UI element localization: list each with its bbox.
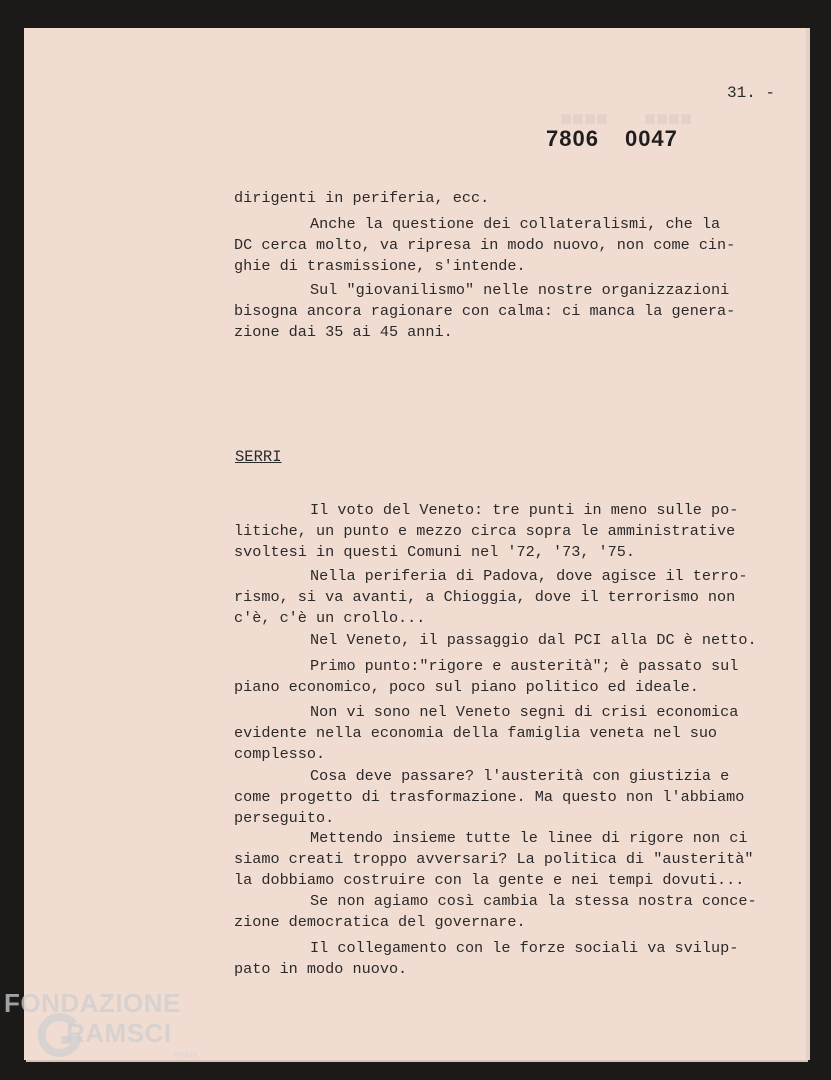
text-line: Cosa deve passare? l'austerità con giustizia e [310,767,730,785]
paragraph [234,766,794,829]
paragraph-text [234,280,794,343]
logo-line1: FONDAZIONE [4,988,181,1018]
text-line: complesso. [234,745,326,763]
text-line: c'è, c'è un crollo... [234,609,426,627]
text-line: svoltesi in questi Comuni nel '72, '73, '75. [234,543,636,561]
text-line: zione democratica del governare. [234,913,526,931]
text-line: rismo, si va avanti, a Chioggia, dove il terrorismo non [234,588,736,606]
page-number: 31. - [727,84,776,102]
text-line: pato in modo nuovo. [234,960,408,978]
text-line: come progetto di trasformazione. Ma questo non l'abbiamo [234,788,745,806]
text-line: zione dai 35 ai 45 anni. [234,323,453,341]
text-line: la dobbiamo costruire con la gente e nei tempi dovuti... [234,871,745,889]
logo-line3: onlus [174,1050,198,1061]
text-line: Non vi sono nel Veneto segni di crisi economica [310,703,739,721]
paragraph-text [234,766,794,829]
text-line: Mettendo insieme tutte le linee di rigore non ci [310,829,748,847]
paragraph-text: dirigenti in periferia, ecc. [234,189,490,207]
logo-line2: RAMSCI [66,1018,172,1048]
text-line: ghie di trasmissione, s'intende. [234,257,526,275]
paragraph-text [234,828,794,891]
document-number-part2: 0047 [624,126,678,151]
paragraph-text [234,214,794,277]
text-line: perseguito. [234,809,335,827]
paragraph [234,566,794,629]
page-edge [806,28,810,1060]
paragraph-text [234,891,794,933]
paragraph-text [234,702,794,765]
text-line: DC cerca molto, va ripresa in modo nuovo, non come cin- [234,236,736,254]
paragraph [234,702,794,765]
paragraph [234,188,794,209]
paragraph-text [234,656,794,698]
text-line: Sul "giovanilismo" nelle nostre organizzazioni [310,281,730,299]
paragraph [234,630,794,651]
paragraph [234,656,794,698]
paragraph [234,280,794,343]
text-line: Nella periferia di Padova, dove agisce il terro- [310,567,748,585]
text-line: Il collegamento con le forze sociali va svilup- [310,939,739,957]
paragraph-text [234,566,794,629]
document-number-part1: 7806 [546,126,599,151]
text-line: Nel Veneto, il passaggio dal PCI alla DC è netto. [310,631,757,649]
paragraph [234,828,794,891]
text-line: litiche, un punto e mezzo circa sopra le amministrative [234,522,736,540]
document-number [546,126,678,152]
text-line: Primo punto:"rigore e austerità"; è passato sul [310,657,739,675]
paragraph [234,214,794,277]
text-line: Anche la questione dei collateralismi, che la [310,215,721,233]
paragraph-text [234,630,794,651]
text-line: siamo creati troppo avversari? La politica di "austerità" [234,850,754,868]
paragraph [234,938,794,980]
section-heading: SERRI [235,448,282,466]
paragraph [234,891,794,933]
paragraph [234,500,794,563]
text-line: Se non agiamo così cambia la stessa nostra conce- [310,892,757,910]
text-line: piano economico, poco sul piano politico ed ideale. [234,678,699,696]
fondazione-gramsci-logo [4,988,214,1068]
paragraph-text [234,938,794,980]
paragraph-text [234,500,794,563]
text-line: bisogna ancora ragionare con calma: ci manca la genera- [234,302,736,320]
text-line: evidente nella economia della famiglia veneta nel suo [234,724,718,742]
text-line: Il voto del Veneto: tre punti in meno sulle po- [310,501,739,519]
